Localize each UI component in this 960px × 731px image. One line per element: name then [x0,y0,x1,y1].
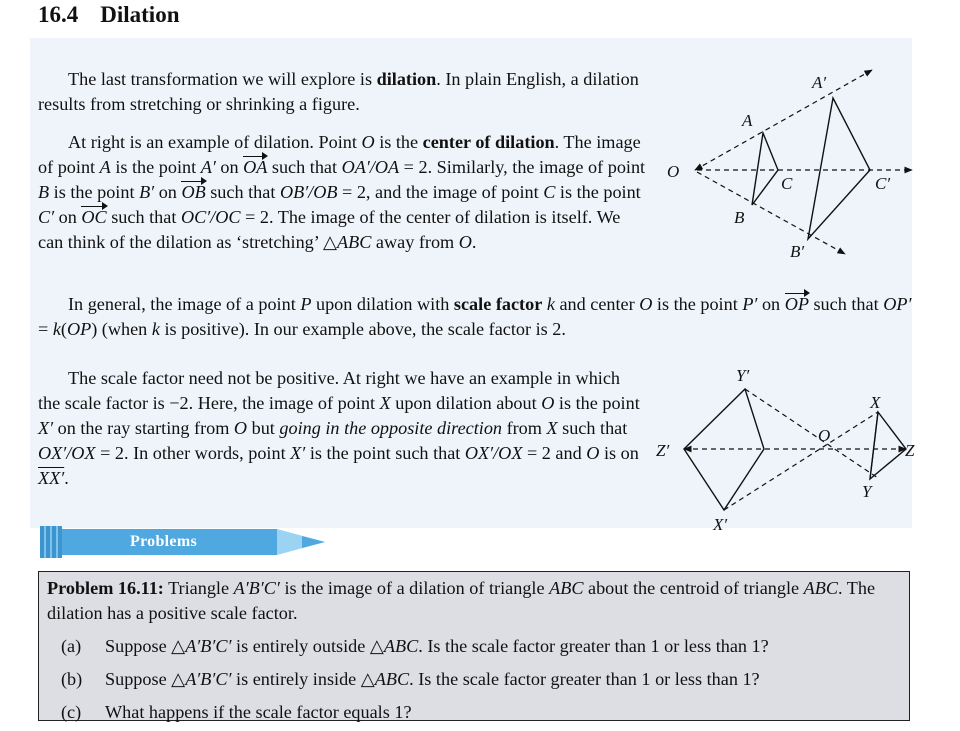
problem-part-a: (a) Suppose △A′B′C′ is entirely outside △ABC. Is the scale factor greater than 1 or less than 1? [61,636,769,656]
label-a-prime: A′ [812,73,827,92]
section-title: Dilation [100,2,180,27]
segment-xy [870,412,878,479]
problem-box [38,571,910,721]
label-y: Y [862,482,872,501]
label-z: Z [905,441,915,460]
label-b: B [734,208,745,227]
problem-intro: Problem 16.11: Triangle A′B′C′ is the image of a dilation of triangle ABC about the centroid of triangle ABC. The dilation has a positive scale factor. [47,578,876,623]
label-b-prime: B′ [790,242,805,261]
segment-xx-prime: XX′ [38,468,65,488]
ray-op: OP [785,292,809,317]
label-x: X [870,393,881,412]
ray-ob: OB [181,180,205,205]
problem-part-c: (c) What happens if the scale factor equals 1? [61,702,412,722]
general-paragraph: In general, the image of a point P upon dilation with scale factor k and center O is the point P′ on OP such that OP′ = k(OP) (when k is positive). In our example above, the scale factor is 2. [38,294,912,339]
problem-title: Problem 16.11: [47,578,164,598]
label-a: A [742,111,753,130]
problems-banner-label: Problems [130,533,197,550]
label-o: O [667,162,680,181]
negative-scale-paragraph: The scale factor need not be positive. At right we have an example in which the scale factor is −2. Here, the image of point X upon dilation about O is the point X′ on the ray starting from O but going in the opposite direction from X such that OX′/OX = 2. In other words, point X′ is the point such that OX′/OX = 2 and O is on XX′. [38,368,640,488]
term-scale-factor: scale factor [453,294,543,314]
term-center-of-dilation: center of dilation [422,132,555,152]
intro-paragraph: The last transformation we will explore is dilation. In plain English, a dilation results from stretching or shrinking a figure. [38,69,639,114]
label-z-prime: Z′ [656,441,670,460]
label-x-prime: X′ [713,515,728,534]
triangle-xyz [870,412,906,479]
section-number: 16.4 [38,2,79,27]
label-o2: O [818,426,831,445]
label-c: C [781,174,793,193]
line-y-prime-y [745,389,878,478]
ray-oa: OA [243,155,267,180]
example-paragraph: At right is an example of dilation. Point O is the center of dilation. The image of point A is the point A′ on OA such that OA′/OA = 2. Similarly, the image of point B is the point B′ on OB such that OB′/OB = 2, and the image of point C is the point C′ on OC such that OC′/OC = 2. The image of the center of dilation is itself. We can think of the dilation as ‘stretching’ △ABC away from O. [38,132,646,252]
ray-oc: OC [81,205,106,230]
label-c-prime: C′ [875,174,891,193]
label-y-prime: Y′ [736,366,750,385]
problem-part-b: (b) Suppose △A′B′C′ is entirely inside △ABC. Is the scale factor greater than 1 or less than 1? [61,669,760,689]
term-dilation: dilation [376,69,437,89]
